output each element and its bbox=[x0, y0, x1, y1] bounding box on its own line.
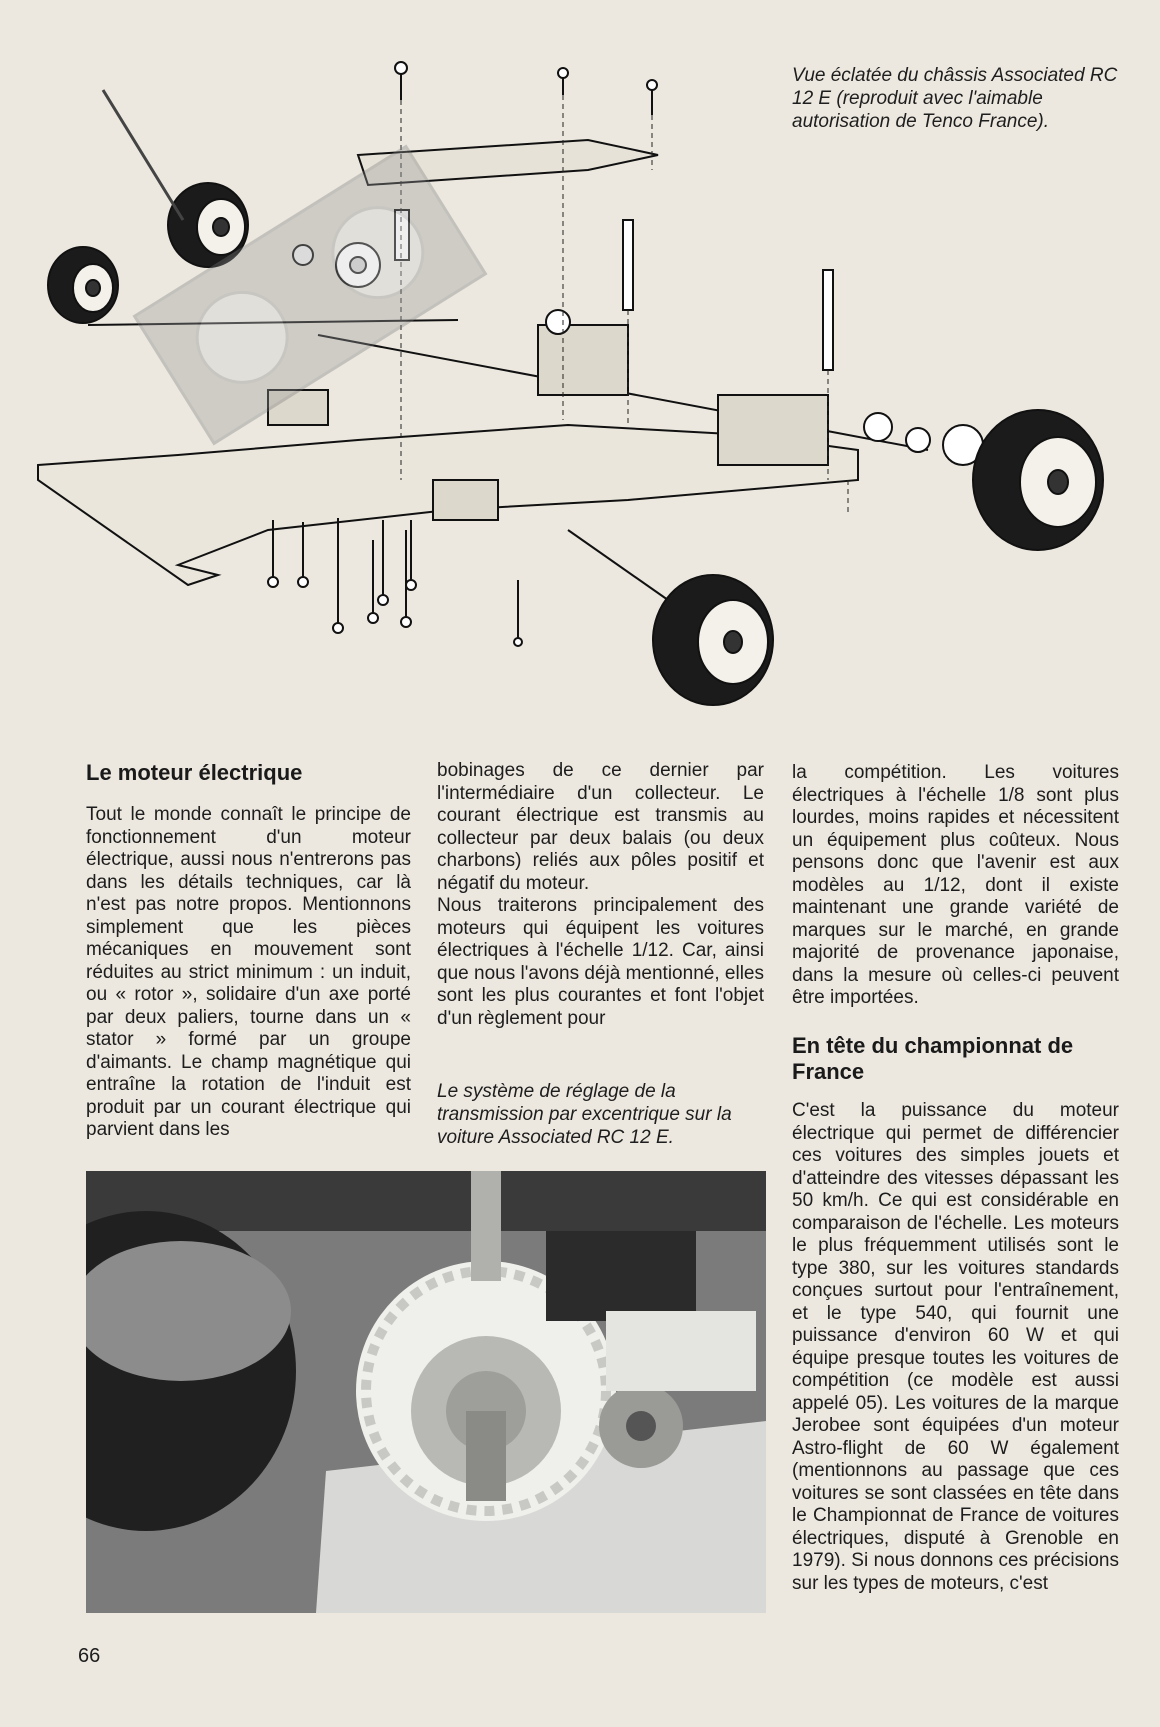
paragraph-col1: Tout le monde connaît le principe de fonctionnement d'un moteur électrique, aussi nous n'entrerons pas dans les détails techniques, car là n'est pas notre propos. Mentionnons simplement que les pièces mécaniques en mouvement sont réduites au strict minimum : un induit, ou « rotor », solidaire d'un axe porté par deux paliers, tourne dans un « stator » formé par un groupe d'aimants. Le champ magnétique qui entraîne la rotation de l'induit est produit par un courant électrique qui parvient dans les bbox=[86, 804, 411, 1140]
exploded-chassis-illustration bbox=[28, 60, 1128, 730]
illustration-caption: Vue éclatée du châssis Associated RC 12 E (reproduit avec l'aimable autorisation de Tenco France). bbox=[792, 65, 1118, 132]
text-column-3 bbox=[792, 762, 1119, 1010]
transmission-photo bbox=[86, 1171, 766, 1613]
text-column-3-continued bbox=[792, 1100, 1119, 1595]
paragraph-col2-b: Nous traiterons principalement des moteurs qui équipent les voitures électriques à l'échelle 1/12. Car, ainsi que nous l'avons déjà mentionné, elles sont les plus courantes et font l'objet d'un règlement pour bbox=[437, 895, 764, 1029]
text-column-1 bbox=[86, 760, 411, 1142]
paragraph-championship: C'est la puissance du moteur électrique qui permet de différencier ces voitures des simples jouets et d'atteindre des vitesses dépassant les 50 km/h. Ce qui est considérable en comparaison de l'échelle. Les moteurs le plus fréquemment utilisés sont le type 380, sur les voitures standards conçues surtout pour l'entraînement, et le type 540, qui fournit une puissance d'environ 60 W et qui équipe presque toutes les voitures de compétition (ce modèle est aussi appelé 05). Les voitures de la marque Jerobee sont équipées d'un moteur Astro-flight de 60 W également (mentionnons au passage que ces voitures se sont classées en tête dans le Championnat de France de voitures électriques, disputé à Grenoble en 1979). Si nous donnons ces précisions sur les types de moteurs, c'est bbox=[792, 1100, 1119, 1594]
section-heading-championship: En tête du championnat de France bbox=[792, 1033, 1074, 1084]
paragraph-col2-a: bobinages de ce dernier par l'intermédiaire d'un collecteur. Le courant électrique est transmis au collecteur par deux balais (ou deux charbons) reliés aux pôles positif et négatif du moteur. bbox=[437, 760, 764, 894]
section-heading-electric-motor: Le moteur électrique bbox=[86, 760, 303, 785]
text-column-2 bbox=[437, 760, 764, 1030]
photo-caption: Le système de réglage de la transmission par excentrique sur la voiture Associated RC 12 E. bbox=[437, 1081, 732, 1148]
paragraph-col3: la compétition. Les voitures électriques à l'échelle 1/8 sont plus lourdes, moins rapides et nécessitent un équipement plus coûteux. Nous pensons donc que l'avenir est aux modèles au 1/12, dont il existe maintenant une grande variété de marques sur le marché, en grande majorité de provenance japonaise, dans la mesure où celles-ci peuvent être importées. bbox=[792, 762, 1119, 1008]
page-number: 66 bbox=[78, 1645, 101, 1667]
